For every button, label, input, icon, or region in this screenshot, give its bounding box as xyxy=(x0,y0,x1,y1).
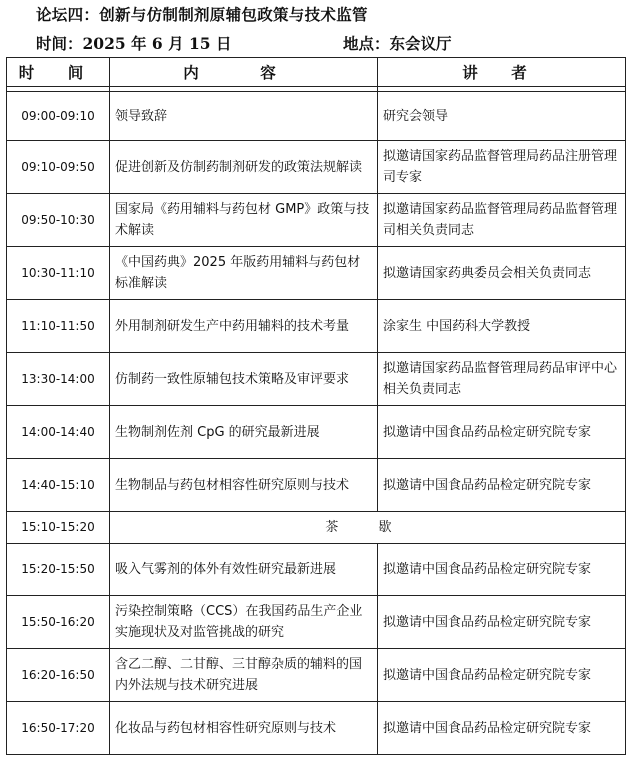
time-cell: 15:10-15:20 xyxy=(7,512,110,544)
event-location: 地点：东会议厅 xyxy=(343,34,452,53)
content-cell: 含乙二醇、二甘醇、三甘醇杂质的辅料的国内外法规与技术研究进展 xyxy=(110,649,378,702)
speaker-cell: 涂家生 中国药科大学教授 xyxy=(378,300,626,353)
time-cell: 09:50-10:30 xyxy=(7,194,110,247)
time-cell: 14:40-15:10 xyxy=(7,459,110,512)
content-cell: 《中国药典》2025 年版药用辅料与药包材标准解读 xyxy=(110,247,378,300)
table-row xyxy=(7,596,626,649)
speaker-cell: 拟邀请国家药品监督管理局药品注册管理司专家 xyxy=(378,141,626,194)
speaker-cell: 拟邀请中国食品药品检定研究院专家 xyxy=(378,544,626,596)
speaker-cell: 拟邀请国家药品监督管理局药品监督管理司相关负责同志 xyxy=(378,194,626,247)
content-cell: 国家局《药用辅料与药包材 GMP》政策与技术解读 xyxy=(110,194,378,247)
content-cell: 领导致辞 xyxy=(110,92,378,141)
time-cell: 11:10-11:50 xyxy=(7,300,110,353)
table-row xyxy=(7,194,626,247)
header-content: 内 容 xyxy=(110,58,378,87)
content-cell: 污染控制策略（CCS）在我国药品生产企业实施现状及对监管挑战的研究 xyxy=(110,596,378,649)
forum-title: 论坛四：创新与仿制制剂原辅包政策与技术监管 xyxy=(36,5,368,24)
content-cell: 仿制药一致性原辅包技术策略及审评要求 xyxy=(110,353,378,406)
time-cell: 10:30-11:10 xyxy=(7,247,110,300)
table-row xyxy=(7,353,626,406)
table-row xyxy=(7,702,626,755)
event-meta xyxy=(36,32,616,54)
time-cell: 09:10-09:50 xyxy=(7,141,110,194)
time-cell: 15:20-15:50 xyxy=(7,544,110,596)
table-header-row xyxy=(7,58,626,87)
speaker-cell: 拟邀请国家药典委员会相关负责同志 xyxy=(378,247,626,300)
time-cell: 13:30-14:00 xyxy=(7,353,110,406)
time-cell: 09:00-09:10 xyxy=(7,92,110,141)
schedule-rows xyxy=(7,92,626,755)
content-cell: 吸入气雾剂的体外有效性研究最新进展 xyxy=(110,544,378,596)
time-cell: 16:20-16:50 xyxy=(7,649,110,702)
break-row xyxy=(7,512,626,544)
event-date: 时间：2025 年 6 月 15 日 xyxy=(36,34,232,53)
table-row xyxy=(7,92,626,141)
table-row xyxy=(7,544,626,596)
time-cell: 16:50-17:20 xyxy=(7,702,110,755)
content-cell: 促进创新及仿制药制剂研发的政策法规解读 xyxy=(110,141,378,194)
table-row xyxy=(7,247,626,300)
time-cell: 15:50-16:20 xyxy=(7,596,110,649)
speaker-cell: 拟邀请中国食品药品检定研究院专家 xyxy=(378,649,626,702)
table-row xyxy=(7,141,626,194)
table-row xyxy=(7,406,626,459)
content-cell: 化妆品与药包材相容性研究原则与技术 xyxy=(110,702,378,755)
speaker-cell: 研究会领导 xyxy=(378,92,626,141)
content-cell: 生物制剂佐剂 CpG 的研究最新进展 xyxy=(110,406,378,459)
speaker-cell: 拟邀请中国食品药品检定研究院专家 xyxy=(378,459,626,512)
speaker-cell: 拟邀请国家药品监督管理局药品审评中心相关负责同志 xyxy=(378,353,626,406)
table-row xyxy=(7,649,626,702)
time-cell: 14:00-14:40 xyxy=(7,406,110,459)
table-row xyxy=(7,300,626,353)
content-cell: 外用制剂研发生产中药用辅料的技术考量 xyxy=(110,300,378,353)
content-cell: 生物制品与药包材相容性研究原则与技术 xyxy=(110,459,378,512)
header-speaker: 讲 者 xyxy=(378,58,626,87)
speaker-cell: 拟邀请中国食品药品检定研究院专家 xyxy=(378,596,626,649)
break-cell: 茶 歇 xyxy=(110,512,626,544)
speaker-cell: 拟邀请中国食品药品检定研究院专家 xyxy=(378,406,626,459)
speaker-cell: 拟邀请中国食品药品检定研究院专家 xyxy=(378,702,626,755)
table-row xyxy=(7,459,626,512)
header-time: 时 间 xyxy=(7,58,110,87)
schedule-table xyxy=(6,57,626,755)
